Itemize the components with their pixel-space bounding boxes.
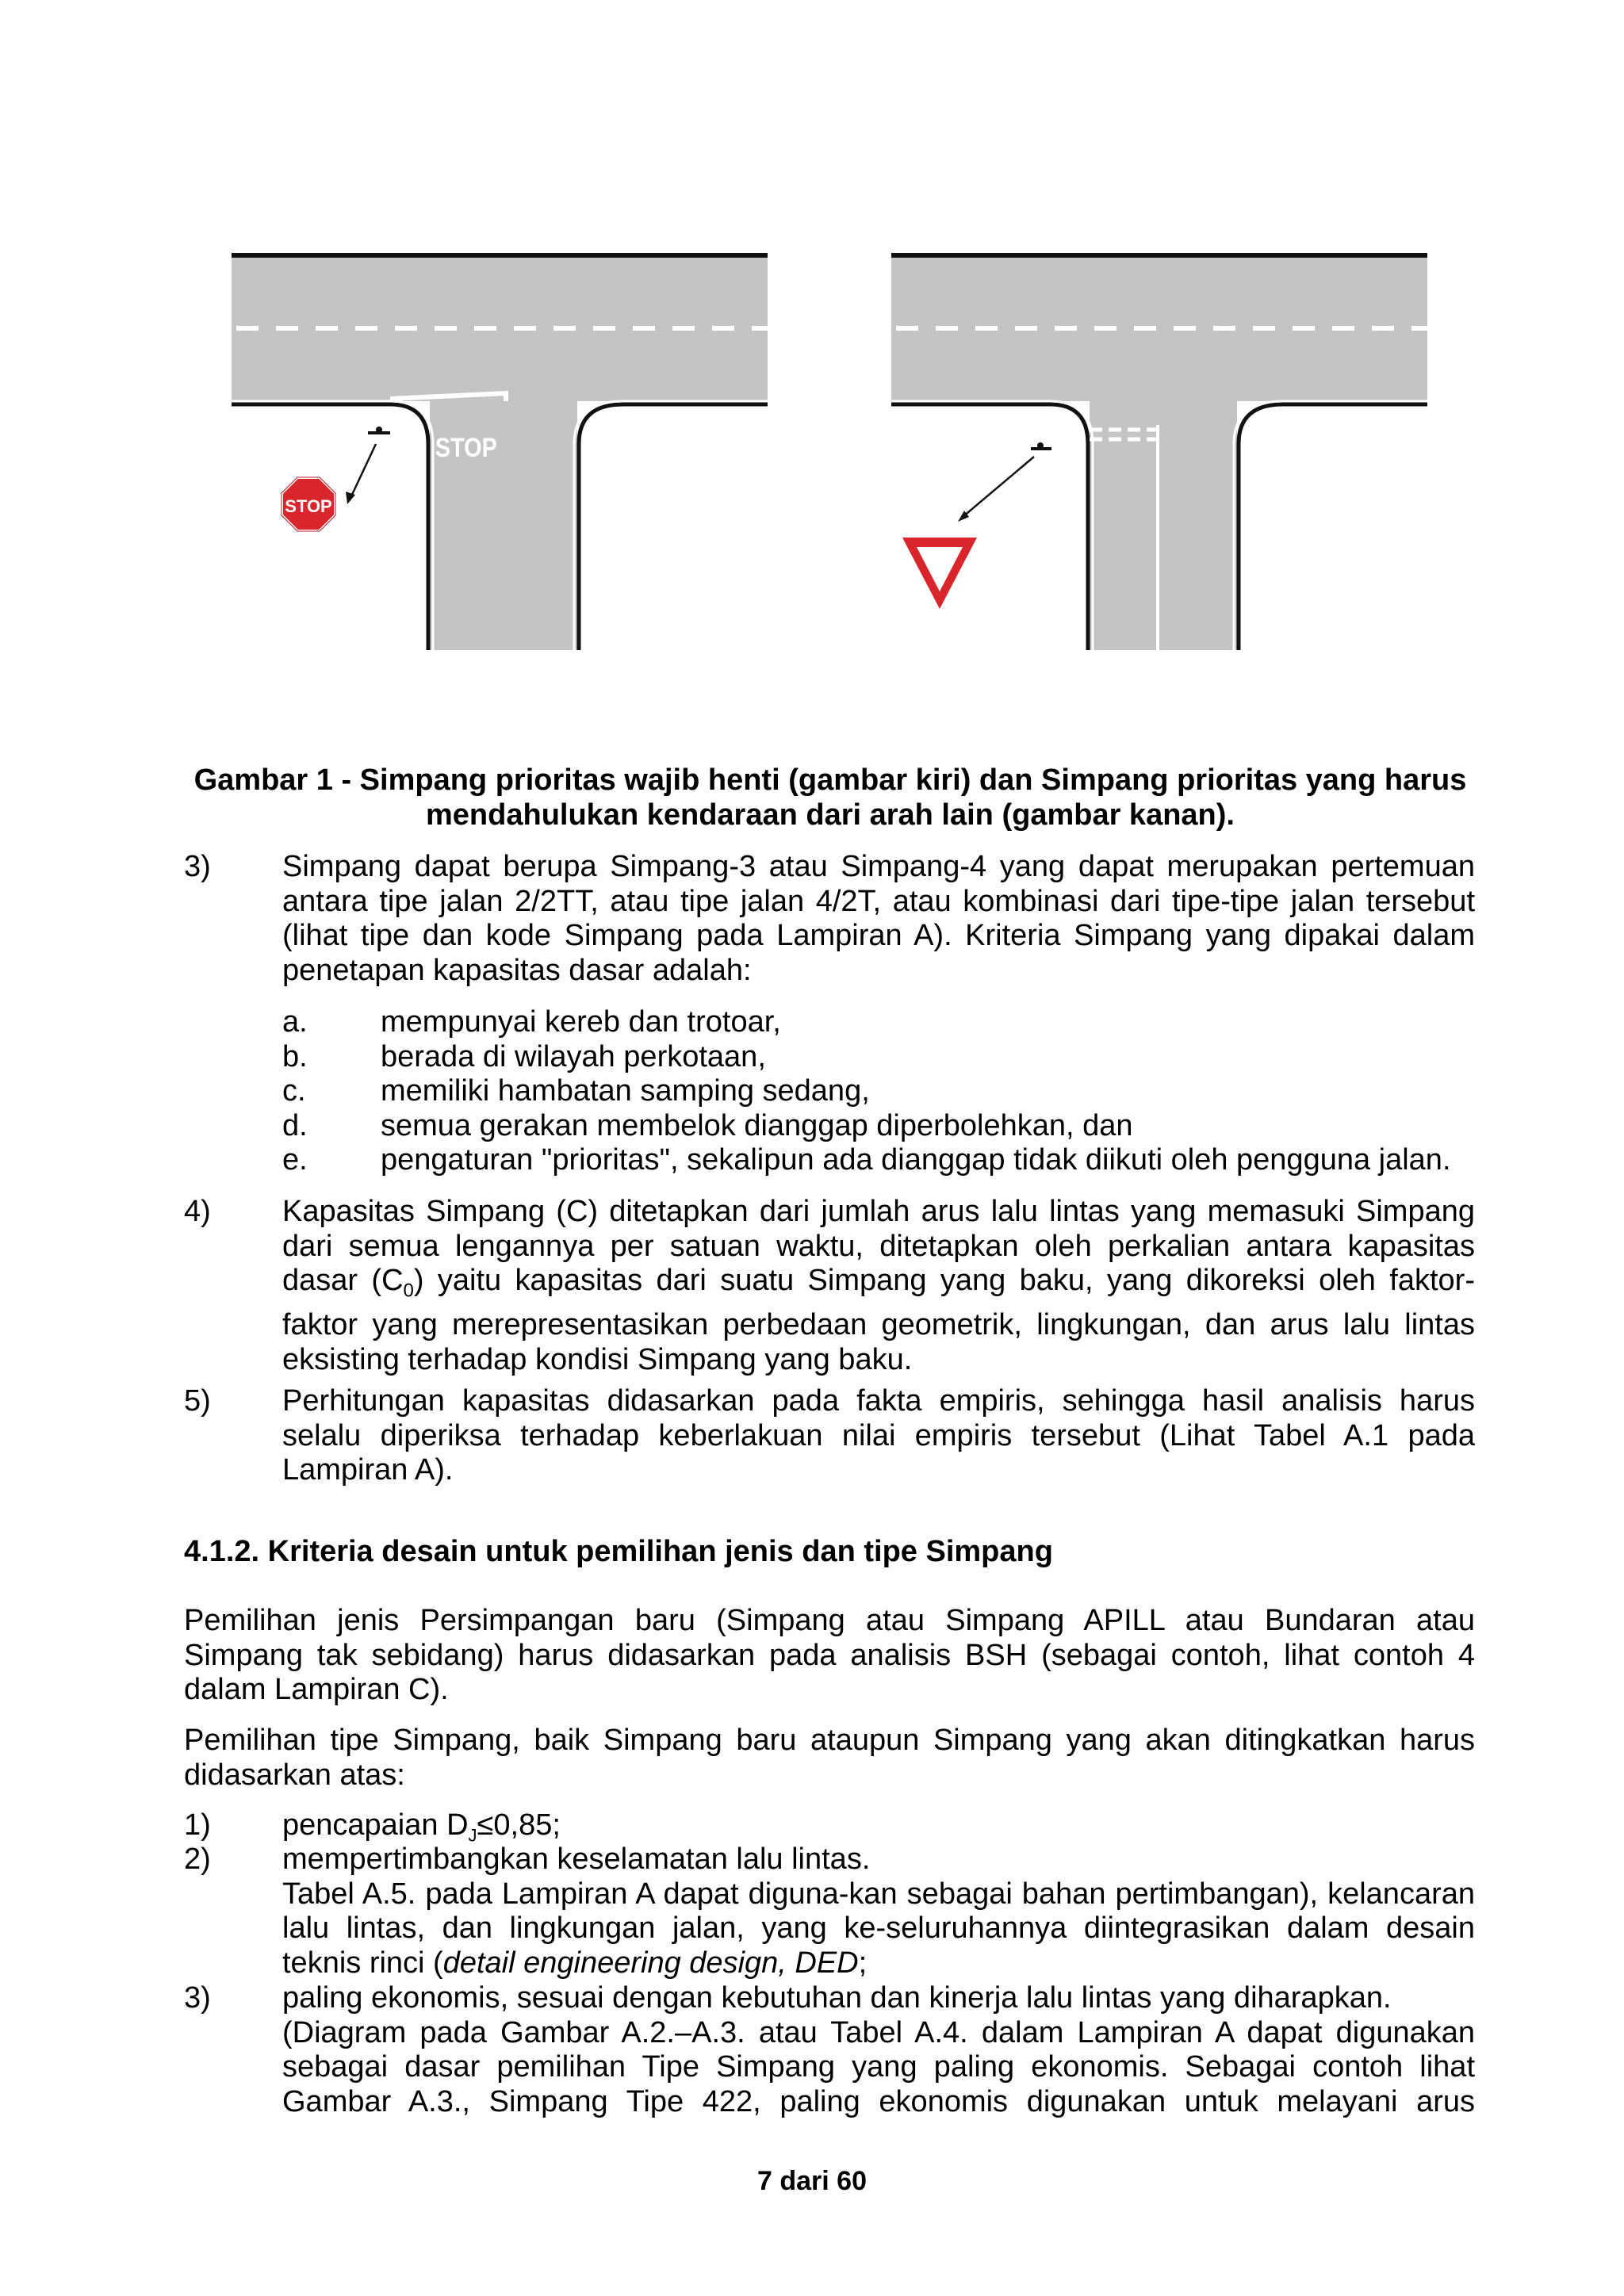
text-line: eksisting terhadap kondisi Simpang yang baku.	[282, 1342, 913, 1376]
text-line: sebagai dasar pemilihan Tipe Simpang yang paling ekonomis. Sebagai contoh lihat	[282, 2050, 1475, 2084]
text-line: Gambar A.3., Simpang Tipe 422, paling ekonomis digunakan untuk melayani arus	[282, 2084, 1475, 2118]
item-text	[282, 850, 1475, 988]
sublist-label: d.	[282, 1108, 308, 1142]
figure-yield-intersection	[891, 246, 1431, 650]
text-line: antara tipe jalan 2/2TT, atau tipe jalan 4/2T, atau kombinasi dari tipe-tipe jalan tersebut	[282, 884, 1475, 918]
text-line: Pemilihan tipe Simpang, baik Simpang baru ataupun Simpang yang akan ditingkatkan harus	[184, 1724, 1475, 1757]
text-line: faktor yang merepresentasikan perbedaan geometrik, lingkungan, dan arus lalu lintas	[282, 1308, 1475, 1342]
text-line: dari semua lengannya per satuan waktu, ditetapkan oleh perkalian antara kapasitas	[282, 1229, 1475, 1263]
item-text	[282, 1384, 1475, 1488]
item-text	[282, 1981, 1475, 2119]
item-number: 4)	[184, 1195, 211, 1228]
item-number: 3)	[184, 1981, 211, 2015]
sublist-text: pengaturan "prioritas", sekalipun ada dianggap tidak diikuti oleh pengguna jalan.	[381, 1143, 1451, 1177]
text-line: Tabel A.5. pada Lampiran A dapat diguna-kan sebagai bahan pertimbangan), kelancaran	[282, 1877, 1475, 1911]
text-line: dasar $(C_0)$ yaitu kapasitas dari suatu Simpang yang baku, yang dikoreksi oleh faktor-	[282, 1264, 1475, 1302]
text-line: selalu diperiksa terhadap keberlakuan nilai empiris tersebut (Lihat Tabel A.1 pada	[282, 1418, 1475, 1452]
item-number: 2)	[184, 1843, 211, 1876]
text-line: Kapasitas Simpang (C) ditetapkan dari jumlah arus lalu lintas yang memasuki Simpang	[282, 1195, 1475, 1228]
item-number: 5)	[184, 1384, 211, 1418]
text-line: (lihat tipe dan kode Simpang pada Lampiran A). Kriteria Simpang yang dipakai dalam	[282, 919, 1475, 952]
text-line: Pemilihan jenis Persimpangan baru (Simpang atau Simpang APILL atau Bundaran atau	[184, 1604, 1475, 1637]
text-line: dalam Lampiran C).	[184, 1673, 449, 1706]
text-line: paling ekonomis, sesuai dengan kebutuhan dan kinerja lalu lintas yang diharapkan.	[282, 1981, 1392, 2015]
text-line: penetapan kapasitas dasar adalah:	[282, 953, 752, 987]
sublist-label: a.	[282, 1005, 308, 1039]
text-line: Lampiran A).	[282, 1453, 454, 1487]
text-line: Perhitungan kapasitas didasarkan pada fakta empiris, sehingga hasil analisis harus	[282, 1384, 1475, 1418]
figure-caption	[184, 763, 1477, 832]
item-number: 1)	[184, 1808, 211, 1842]
sublist-text: berada di wilayah perkotaan,	[381, 1039, 766, 1073]
text-line: lalu lintas, dan lingkungan jalan, yang ke-seluruhannya diintegrasikan dalam desain	[282, 1911, 1475, 1945]
sublist-label: c.	[282, 1074, 306, 1108]
page-number: 7 dari 60	[757, 2166, 867, 2196]
item-number: 3)	[184, 850, 211, 883]
text-line: Simpang dapat berupa Simpang-3 atau Simpang-4 yang dapat merupakan pertemuan	[282, 850, 1475, 883]
item-text: pencapaian $D_J\le 0,85$;	[282, 1808, 561, 1846]
svg-text:STOP: STOP	[285, 496, 332, 516]
item-text	[282, 1843, 1475, 1980]
text-line: (Diagram pada Gambar A.2.–A.3. atau Tabel A.4. dalam Lampiran A dapat digunakan	[282, 2015, 1475, 2049]
paragraph-tipe	[184, 1724, 1475, 1793]
text-line: mempertimbangkan keselamatan lalu lintas.	[282, 1843, 871, 1876]
paragraph-jenis	[184, 1604, 1475, 1708]
section-heading: 4.1.2. Kriteria desain untuk pemilihan jenis dan tipe Simpang	[184, 1535, 1053, 1568]
item-text	[282, 1195, 1475, 1377]
caption-line-1: Gambar 1 - Simpang prioritas wajib henti (gambar kiri) dan Simpang prioritas yang harus	[193, 763, 1467, 797]
sublist-text: memiliki hambatan samping sedang,	[381, 1074, 870, 1108]
yield-sign-icon	[902, 538, 977, 609]
sublist-text: semua gerakan membelok dianggap diperbolehkan, dan	[381, 1108, 1133, 1142]
caption-line-2: mendahulukan kendaraan dari arah lain (gambar kanan).	[426, 798, 1235, 832]
stop-road-marking: STOP	[435, 431, 497, 463]
figure-stop-intersection	[232, 246, 771, 650]
text-line: teknis rinci (detail engineering design, DED;	[282, 1946, 868, 1980]
stop-sign-icon	[282, 477, 335, 531]
text-line: Simpang tak sebidang) harus didasarkan pada analisis BSH (sebagai contoh, lihat contoh 4	[184, 1638, 1475, 1672]
sublist-label: e.	[282, 1143, 308, 1177]
sublist-label: b.	[282, 1039, 308, 1073]
sublist-text: mempunyai kereb dan trotoar,	[381, 1005, 781, 1039]
text-line: didasarkan atas:	[184, 1758, 405, 1792]
